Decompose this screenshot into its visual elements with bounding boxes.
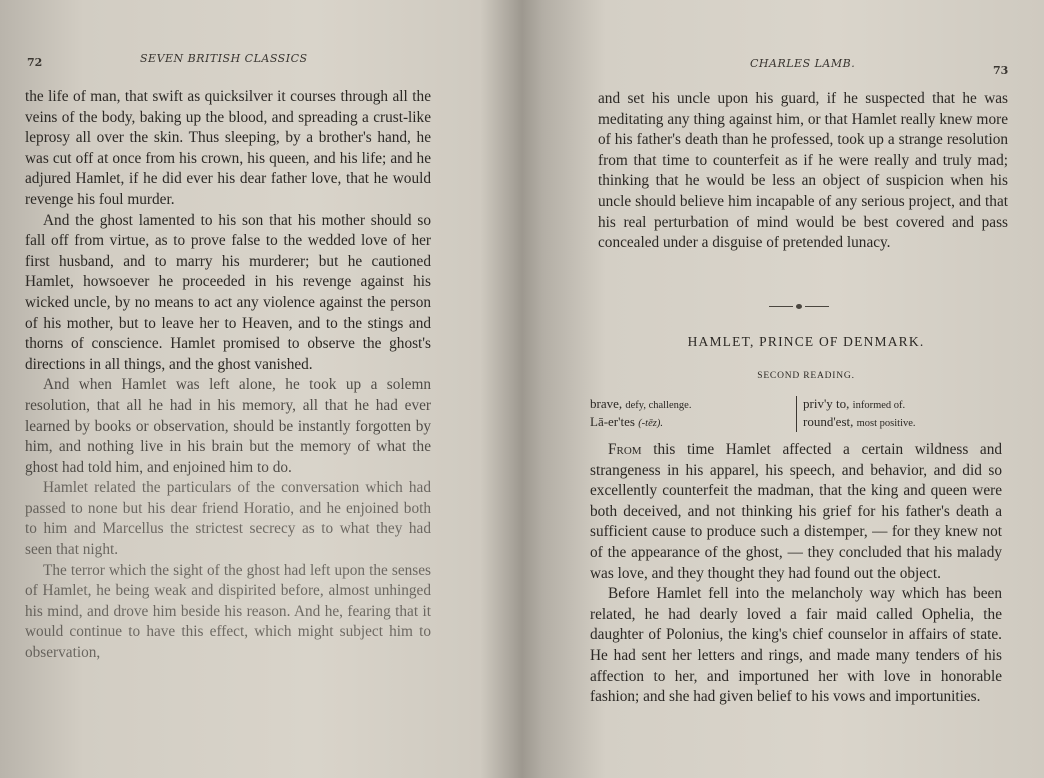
page-number: 72 <box>27 56 43 69</box>
vocabulary-list-left <box>590 396 790 432</box>
vocab-entry: Lā-er'tes (-tēz). <box>590 414 663 429</box>
paragraph: and set his uncle upon his guard, if he suspected that he was meditating any thing against him, or that Hamlet really knew more of his father's death than he professed, took up a strange resolution from that time to counterfeit as if he were really and truly mad; thinking that he would be less an object of suspicion when his uncle should believe him incapable of any serious project, and that his real perturbation of mind would be best covered and pass concealed under a disguise of pretended lunacy. <box>598 90 1008 252</box>
section-title: HAMLET, PRINCE OF DENMARK. <box>687 334 925 349</box>
vocab-entry: priv'y to, informed of. <box>803 396 906 411</box>
ornament-divider <box>769 303 829 311</box>
paragraph: And when Hamlet was left alone, he took up a solemn resolution, that all he had in his memory, all that he had ever learned by books or observation, should be instantly forgotten by him, and nothing live in his brain but the memory of what the ghost had told him, and enjoined him to do. <box>25 376 431 476</box>
body-text <box>25 87 431 664</box>
running-head: SEVEN BRITISH CLASSICS <box>140 52 308 65</box>
paragraph: From this time Hamlet affected a certain wildness and strangeness in his apparel, his speech, and behavior, and did so excellently counterfeit the madman, that the king and queen were both deceived, and not thinking his grief for his father's death a sufficient cause to produce such a distemper, — for they knew not of the appearance of the ghost, — they concluded that his malady was love, and they thought they had found out the object. <box>590 441 1002 582</box>
paragraph: Before Hamlet fell into the melancholy way which has been related, he had dearly loved a fair maid called Ophelia, the daughter of Polonius, the king's chief counselor in affairs of state. He had sent her letters and rings, and made many tenders of his affection to her, and importuned her with love in honorable fashion; and she had given belief to his vows and importunities. <box>590 585 1002 706</box>
paragraph: The terror which the sight of the ghost had left upon the senses of Hamlet, he being weak and dispirited before, almost unhinged his mind, and drove him beside his reason. And he, fearing that it would continue to have this effect, which might subject him to observation, <box>25 561 431 662</box>
right-page <box>506 0 1044 778</box>
paragraph: Hamlet related the particulars of the conversation which had passed to none but his dear friend Horatio, and he enjoined both to him and Marcellus the strictest secrecy as to what they had seen that night. <box>25 479 431 559</box>
vocabulary-list-right <box>796 396 1003 432</box>
section-subtitle: SECOND READING. <box>757 371 855 381</box>
running-head: CHARLES LAMB. <box>750 57 856 70</box>
paragraph: And the ghost lamented to his son that his mother should so fall off from virtue, as to prove false to the wedded love of her first husband, and to marry his murderer; but he cautioned Hamlet, howsoever he proceeded in his revenge against his wicked uncle, by no means to act any violence against the person of his mother, but to leave her to Heaven, and to the stings and thorns of conscience. Hamlet promised to observe the ghost's directions in all things, and the ghost vanished. <box>25 211 431 373</box>
body-text-top <box>598 89 1008 254</box>
drop-word: From <box>608 441 642 458</box>
body-text-main <box>590 440 1002 708</box>
vocab-entry: brave, defy, challenge. <box>590 396 692 411</box>
paragraph: the life of man, that swift as quicksilver it courses through all the veins of the body, baking up the blood, and spreading a crust-like leprosy all over the skin. Thus sleeping, by a brother's hand, he was cut off at once from his crown, his queen, and his life; and he adjured Hamlet, if he did ever his dear father love, that he would revenge his foul murder. <box>25 88 431 208</box>
page-number: 73 <box>993 64 1009 77</box>
vocab-entry: round'est, most positive. <box>803 414 916 429</box>
left-page <box>0 0 500 778</box>
